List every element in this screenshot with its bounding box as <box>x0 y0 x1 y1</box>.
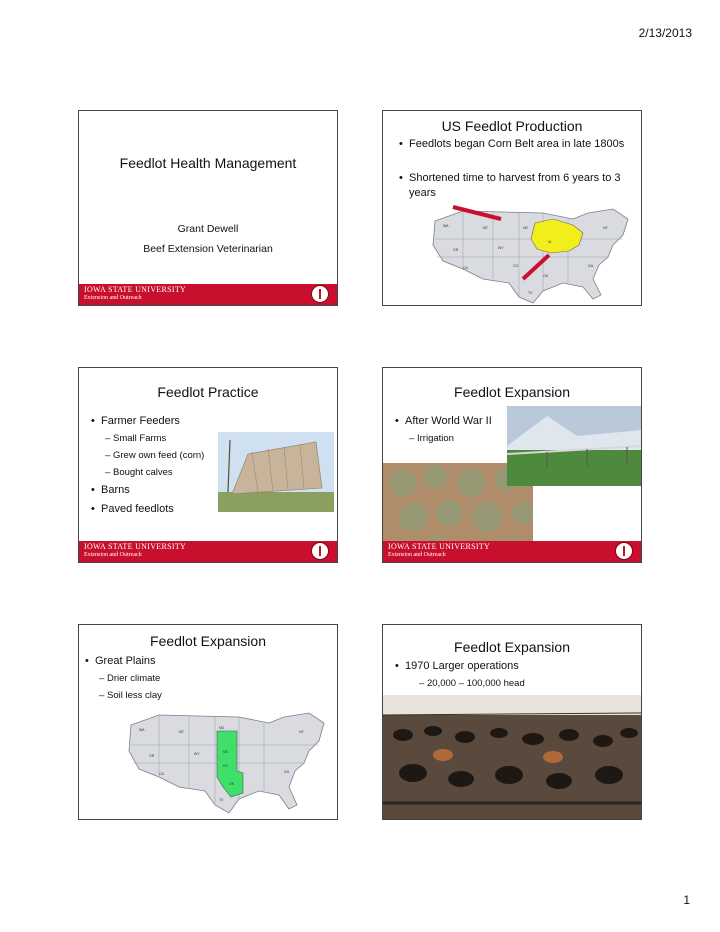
svg-text:OR: OR <box>149 754 155 758</box>
presenter-role: Beef Extension Veterinarian <box>143 243 273 255</box>
svg-text:NE: NE <box>223 750 228 754</box>
presenter-name: Grant Dewell <box>177 223 239 235</box>
slide-6 <box>382 624 642 820</box>
slide-2 <box>382 110 642 306</box>
svg-text:KS: KS <box>223 764 228 768</box>
slide-title: Feedlot Expansion <box>454 639 570 655</box>
isu-logo: IOWA STATE UNIVERSITY Extension and Outreach <box>84 285 187 301</box>
bullet-item: • After World War II <box>395 415 492 427</box>
slide-title: US Feedlot Production <box>441 118 583 134</box>
isu-logo: IOWA STATE UNIVERSITY Extension and Outreach <box>388 542 491 558</box>
center-pivot-irrigation-photo <box>507 406 642 486</box>
slide-title: Feedlot Health Management <box>119 155 297 171</box>
sub-bullet: – Small Farms <box>105 433 167 444</box>
us-map-corn-belt <box>423 199 642 306</box>
bullet-item: • Farmer Feeders <box>91 415 180 427</box>
sub-bullet: – Drier climate <box>99 673 161 684</box>
svg-text:WY: WY <box>498 246 504 250</box>
seal-icon <box>615 542 633 560</box>
seal-icon <box>311 285 329 303</box>
svg-text:OK: OK <box>229 782 235 786</box>
bullet-item: • Great Plains <box>85 655 156 667</box>
slide-footer <box>383 541 641 562</box>
svg-text:MT: MT <box>179 730 185 734</box>
bullet-item: • Barns <box>91 484 130 496</box>
svg-text:TX: TX <box>219 798 224 802</box>
svg-text:NY: NY <box>299 730 304 734</box>
sub-bullet: – Bought calves <box>105 467 173 478</box>
svg-text:IA: IA <box>548 240 552 244</box>
svg-text:CA: CA <box>463 266 468 270</box>
svg-text:TX: TX <box>528 291 533 295</box>
barn-photo <box>218 432 334 512</box>
bullet-item: • Feedlots began Corn Belt area in late 1800s <box>399 138 625 150</box>
svg-text:WA: WA <box>443 224 449 228</box>
us-map-great-plains <box>119 701 338 820</box>
bullet-item: • Shortened time to harvest from 6 years to 3 years <box>399 172 621 199</box>
svg-text:ND: ND <box>219 726 225 730</box>
svg-text:GA: GA <box>284 770 290 774</box>
svg-text:WA: WA <box>139 728 145 732</box>
page-number: 1 <box>683 893 690 907</box>
isu-logo: IOWA STATE UNIVERSITY Extension and Outreach <box>84 542 187 558</box>
svg-text:OR: OR <box>453 248 459 252</box>
svg-text:CA: CA <box>159 772 164 776</box>
sub-bullet: – Irrigation <box>409 433 454 444</box>
slide-title: Feedlot Expansion <box>454 384 570 400</box>
sub-bullet: – 20,000 – 100,000 head <box>419 678 525 689</box>
page-date: 2/13/2013 <box>638 26 692 40</box>
slide-5 <box>78 624 338 820</box>
bullet-item: • Paved feedlots <box>91 503 174 515</box>
slide-3 <box>78 367 338 563</box>
feedlot-cattle-photo <box>383 695 642 820</box>
sub-bullet: – Grew own feed (corn) <box>105 450 205 461</box>
bullet-item: • 1970 Larger operations <box>395 660 519 672</box>
svg-text:NY: NY <box>603 226 608 230</box>
slide-4 <box>382 367 642 563</box>
slide-1 <box>78 110 338 306</box>
svg-text:CO: CO <box>513 264 519 268</box>
seal-icon <box>311 542 329 560</box>
slide-title: Feedlot Practice <box>157 384 259 400</box>
svg-text:WY: WY <box>194 752 200 756</box>
svg-text:GA: GA <box>588 264 594 268</box>
slide-footer <box>79 284 337 305</box>
svg-text:ND: ND <box>523 226 529 230</box>
sub-bullet: – Soil less clay <box>99 690 162 701</box>
svg-text:MT: MT <box>483 226 489 230</box>
svg-text:OK: OK <box>543 274 549 278</box>
slide-footer <box>79 541 337 562</box>
slide-title: Feedlot Expansion <box>150 633 266 649</box>
